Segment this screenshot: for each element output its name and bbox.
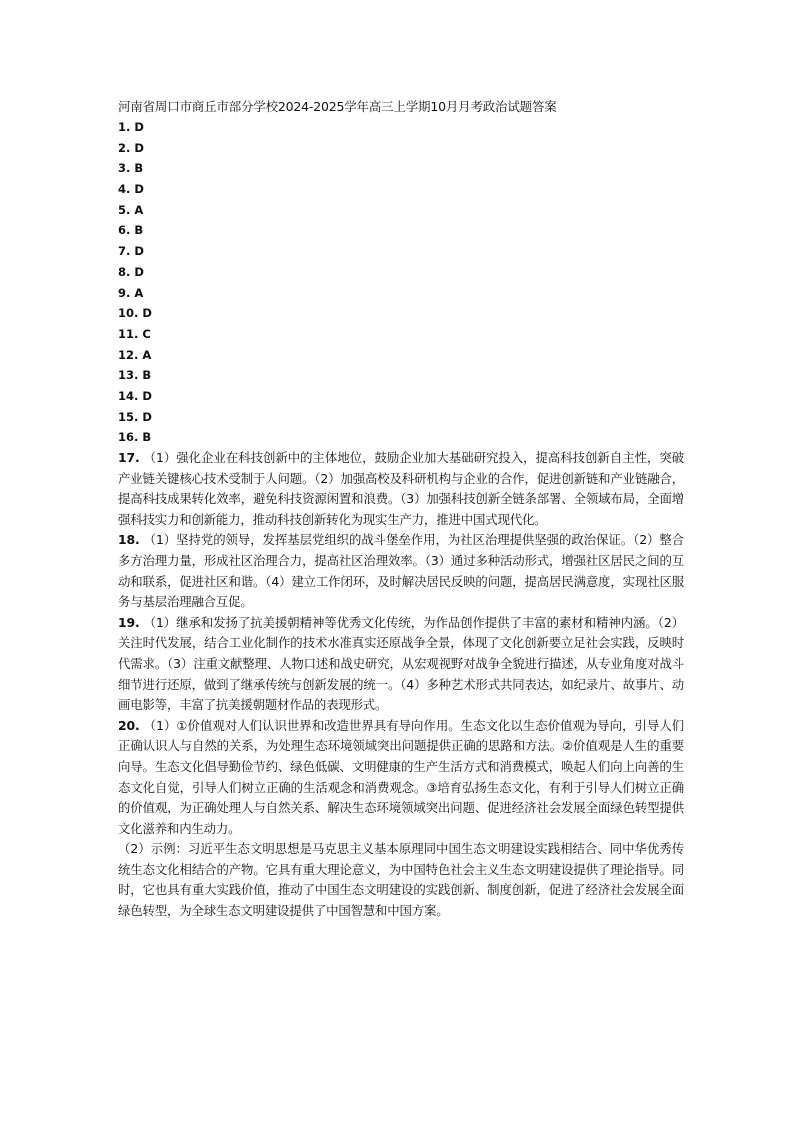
choice-answer-item (118, 200, 684, 221)
answer-text: （1）①价值观对人们认识世界和改造世界具有导向作用。生态文化以生态价值观为导向，引导人们正确认识人与自然的关系，为处理生态环境领域突出问题提供正确的思路和方法。②价值观是人生的重要向导。生态文化倡导勤俭节约、绿色低碳、文明健康的生产生活方式和消费模式，唤起人们向上向善的生态文化自觉，引导人们树立正确的生活观念和消费观念。③培育弘扬生态文化，有利于引导人们树立正确的价值观，为正确处理人与自然关系、解决生态环境领域突出问题、促进经济社会发展全面绿色转型提供文化滋养和内生动力。 (118, 717, 684, 836)
essay-answer-18 (118, 530, 684, 612)
answer-letter: D (134, 182, 144, 197)
essay-answer-17 (118, 448, 684, 530)
choice-answer-item (118, 158, 684, 179)
choice-answer-item (118, 138, 684, 159)
choice-answer-item (118, 283, 684, 304)
choice-answer-item (118, 262, 684, 283)
answer-letter: D (142, 388, 152, 403)
answer-text: （1）继承和发扬了抗美援朝精神等优秀文化传统，为作品创作提供了丰富的素材和精神内涵。（2）关注时代发展，结合工业化制作的技术水准真实还原战争全景，体现了文化创新要立足社会实践，反映时代需求。（3）注重文献整理、人物口述和战史研究，从宏观视野对战争全貌进行描述，从专业角度对战斗细节进行还原，做到了继承传统与创新发展的统一。（4）多种艺术形式共同表达，如纪录片、故事片、动画电影等，丰富了抗美援朝题材作品的表现形式。 (118, 614, 684, 713)
essay-answer-20 (118, 716, 684, 922)
question-number: 14. (118, 388, 139, 403)
question-number: 5. (118, 202, 131, 217)
question-number: 12. (118, 347, 139, 362)
question-number: 1. (118, 120, 131, 134)
choice-answer-item (118, 241, 684, 262)
question-number: 9. (118, 285, 131, 300)
question-number: 3. (118, 161, 131, 176)
question-number: 16. (118, 430, 139, 445)
choice-answer-item (118, 427, 684, 448)
choice-answer-item (118, 220, 684, 241)
answer-text: （1）坚持党的领导，发挥基层党组织的战斗堡垒作用，为社区治理提供坚强的政治保证。（2）整合多方治理力量，形成社区治理合力，提高社区治理效率。（3）通过多种活动形式，增强社区居民之间的互动和联系，促进社区和谐。（4）建立工作闭环，及时解决居民反映的问题，提高居民满意度，实现社区服务与基层治理融合互促。 (118, 532, 684, 610)
question-number: 18. (118, 532, 140, 548)
choice-answer-item (118, 303, 684, 324)
answer-letter: D (134, 264, 144, 279)
question-number: 17. (118, 450, 140, 465)
answer-letter: D (142, 409, 152, 424)
answer-letter: D (134, 140, 144, 155)
answer-letter: D (134, 120, 144, 134)
choice-answer-item (118, 324, 684, 345)
choice-answer-item (118, 179, 684, 200)
question-number: 7. (118, 244, 131, 259)
answer-letter: A (134, 285, 144, 300)
answer-letter: B (134, 223, 144, 238)
answer-letter: B (142, 368, 152, 383)
answer-letter: A (142, 347, 152, 362)
question-number: 19. (118, 614, 140, 630)
document-title: 河南省周口市商丘市部分学校2024-2025学年高三上学期10月月考政治试题答案 (118, 99, 557, 114)
choice-answer-item (118, 117, 684, 138)
question-number: 20. (118, 717, 140, 733)
answer-text: （1）强化企业在科技创新中的主体地位，鼓励企业加大基础研究投入，提高科技创新自主性，突破产业链关键核心技术受制于人问题。（2）加强高校及科研机构与企业的合作，促进创新链和产业链融合，提高科技成果转化效率，避免科技资源闲置和浪费。（3）加强科技创新全链条部署、全领域布局，全面增强科技实力和创新能力，推动科技创新转化为现实生产力，推进中国式现代化。 (118, 450, 684, 527)
essay-paragraph (118, 448, 684, 530)
answer-letter: B (142, 430, 152, 445)
choice-answer-item (118, 365, 684, 386)
essay-paragraph (118, 716, 684, 840)
answer-letter: A (134, 202, 144, 217)
answer-letter: C (142, 326, 151, 341)
question-number: 10. (118, 306, 139, 321)
choice-answer-item (118, 345, 684, 366)
question-number: 6. (118, 223, 131, 238)
essay-paragraph (118, 839, 684, 921)
choice-answer-item (118, 386, 684, 407)
question-number: 11. (118, 326, 139, 341)
answer-letter: D (134, 244, 144, 259)
essay-answer-19 (118, 613, 684, 716)
answer-letter: B (134, 161, 144, 176)
answer-text: （2）示例：习近平生态文明思想是马克思主义基本原理同中国生态文明建设实践相结合、同中华优秀传统生态文化相结合的产物。它具有重大理论意义，为中国特色社会主义生态文明建设提供了理论指导。同时，它也具有重大实践价值，推动了中国生态文明建设的实践创新、制度创新，促进了经济社会发展全面绿色转型，为全球生态文明建设提供了中国智慧和中国方案。 (118, 841, 684, 919)
question-number: 13. (118, 368, 139, 383)
question-number: 4. (118, 182, 131, 197)
choice-answer-list (118, 117, 684, 448)
essay-paragraph (118, 530, 684, 612)
question-number: 15. (118, 409, 139, 424)
answer-document (118, 96, 684, 922)
answer-letter: D (142, 306, 152, 321)
question-number: 8. (118, 264, 131, 279)
question-number: 2. (118, 140, 131, 155)
essay-paragraph (118, 613, 684, 716)
choice-answer-item (118, 407, 684, 428)
